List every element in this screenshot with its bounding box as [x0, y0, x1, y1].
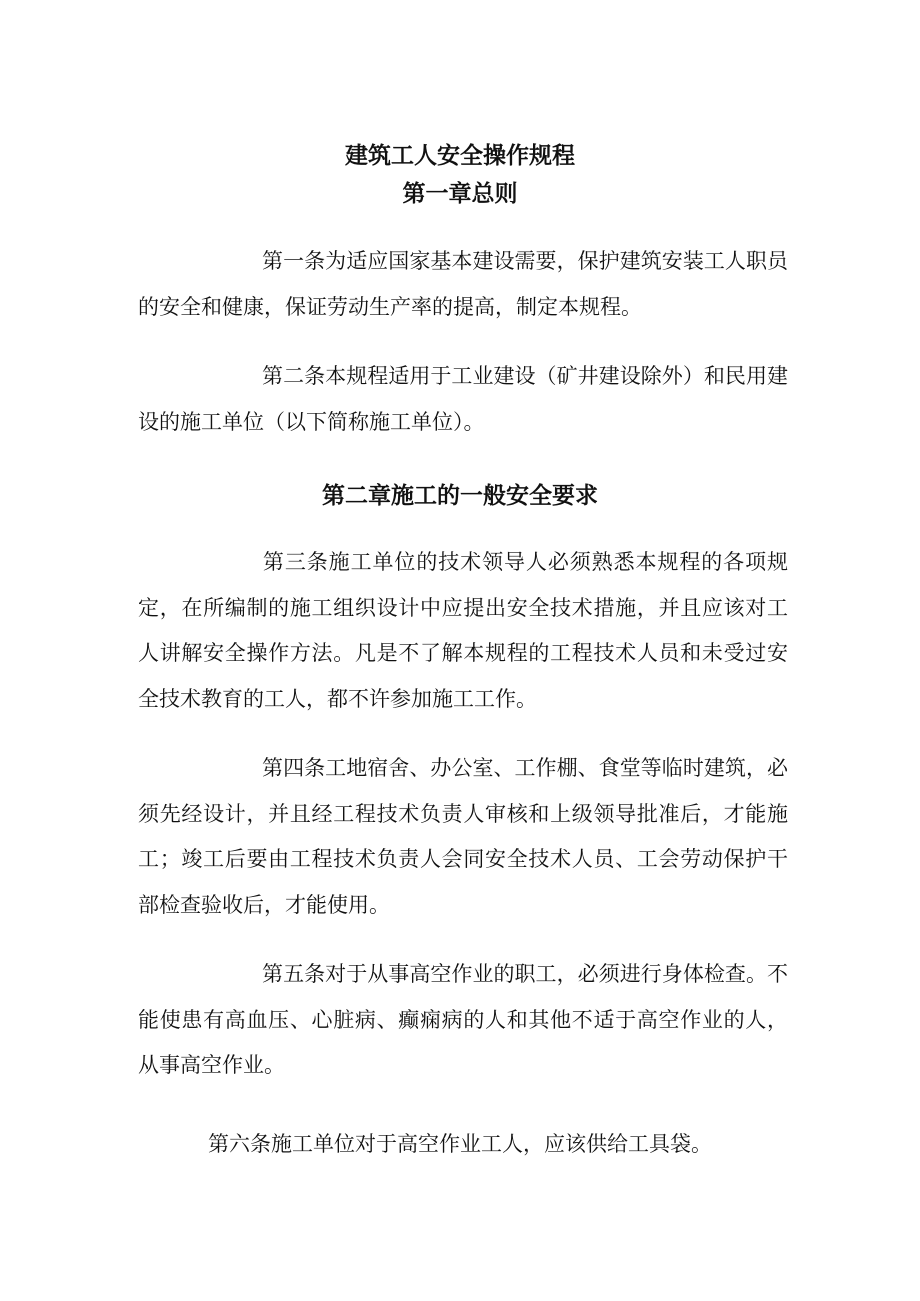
article-3-text: 第三条施工单位的技术领导人必须熟悉本规程的各项规定，在所编制的施工组织设计中应提出安全技术措施，并且应该对工人讲解安全操作方法。凡是不了解本规程的工程技术人员和未受过安全技术教育的工人，都不许参加施工工作。	[138, 550, 788, 711]
article-6-text: 第六条施工单位对于高空作业工人，应该供给工具袋。	[208, 1132, 712, 1156]
article-3	[138, 540, 788, 722]
article-2	[138, 354, 788, 445]
article-1-text: 第一条为适应国家基本建设需要，保护建筑安装工人职员的安全和健康，保证劳动生产率的提高，制定本规程。	[138, 249, 788, 319]
document-title: 建筑工人安全操作规程	[345, 143, 575, 169]
chapter-1-heading: 第一章总则	[402, 181, 518, 207]
article-4	[138, 746, 788, 928]
article-4-text: 第四条工地宿舍、办公室、工作棚、食堂等临时建筑，必须先经设计，并且经工程技术负责人审核和上级领导批准后，才能施工；竣工后要由工程技术负责人会同安全技术人员、工会劳动保护干部检查验收后，才能使用。	[138, 756, 788, 917]
article-1	[138, 239, 788, 330]
article-5	[138, 952, 788, 1089]
article-5-text: 第五条对于从事高空作业的职工，必须进行身体检查。不能使患有高血压、心脏病、癫痫病的人和其他不适于高空作业的人，从事高空作业。	[138, 962, 788, 1077]
article-2-text: 第二条本规程适用于工业建设（矿井建设除外）和民用建设的施工单位（以下简称施工单位）。	[138, 364, 788, 434]
article-6	[0, 1122, 920, 1168]
chapter-2-heading: 第二章施工的一般安全要求	[322, 483, 598, 509]
